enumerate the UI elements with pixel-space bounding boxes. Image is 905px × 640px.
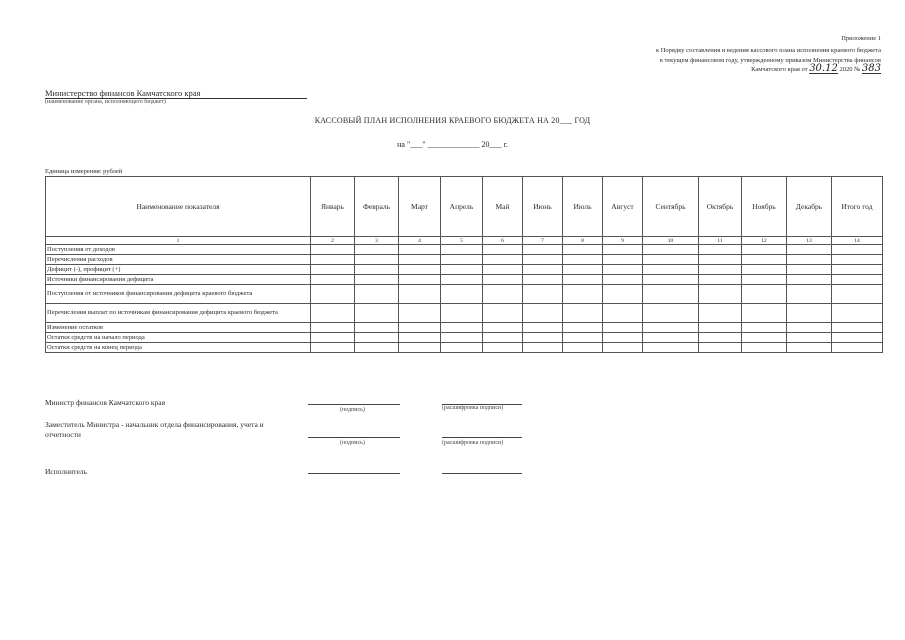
value-cell xyxy=(563,255,603,265)
value-cell xyxy=(441,343,483,353)
value-cell xyxy=(699,304,742,323)
column-number: 2 xyxy=(311,237,355,245)
row-label: Дефицит (-), профицит (+) xyxy=(46,265,311,275)
value-cell xyxy=(699,255,742,265)
value-cell xyxy=(832,255,883,265)
value-cell xyxy=(311,275,355,285)
value-cell xyxy=(523,333,563,343)
value-cell xyxy=(311,265,355,275)
value-cell xyxy=(441,304,483,323)
column-number: 3 xyxy=(355,237,399,245)
header-february: Февраль xyxy=(355,177,399,237)
value-cell xyxy=(441,245,483,255)
value-cell xyxy=(787,285,832,304)
signature-line xyxy=(308,437,400,438)
value-cell xyxy=(311,255,355,265)
signature-caption: (подпись) xyxy=(340,407,365,413)
table-row xyxy=(46,265,883,275)
column-number: 5 xyxy=(441,237,483,245)
value-cell xyxy=(399,304,441,323)
signature-caption: (подпись) xyxy=(340,440,365,446)
value-cell xyxy=(603,285,643,304)
value-cell xyxy=(832,275,883,285)
value-cell xyxy=(643,285,699,304)
value-cell xyxy=(311,343,355,353)
value-cell xyxy=(699,285,742,304)
value-cell xyxy=(699,343,742,353)
value-cell xyxy=(563,285,603,304)
value-cell xyxy=(483,285,523,304)
value-cell xyxy=(399,333,441,343)
value-cell xyxy=(399,275,441,285)
value-cell xyxy=(603,255,643,265)
value-cell xyxy=(787,245,832,255)
value-cell xyxy=(742,304,787,323)
value-cell xyxy=(523,285,563,304)
value-cell xyxy=(832,343,883,353)
table-row xyxy=(46,323,883,333)
value-cell xyxy=(832,304,883,323)
value-cell xyxy=(787,304,832,323)
row-label: Перечисления выплат по источникам финансирования дефицита краевого бюджета xyxy=(46,304,311,323)
signature-position-executor: Исполнитель xyxy=(45,467,87,476)
value-cell xyxy=(699,333,742,343)
value-cell xyxy=(742,285,787,304)
appendix-line-2: в текущем финансовом году, утвержденному приказом Министерства финансов xyxy=(659,57,881,64)
appendix-line-3-prefix: Камчатского края от xyxy=(751,66,808,73)
value-cell xyxy=(483,255,523,265)
value-cell xyxy=(643,255,699,265)
value-cell xyxy=(483,245,523,255)
value-cell xyxy=(832,333,883,343)
header-row xyxy=(46,177,883,237)
header-indicator: Наименование показателя xyxy=(46,177,311,237)
appendix-line-3 xyxy=(751,64,881,74)
table-row xyxy=(46,275,883,285)
value-cell xyxy=(523,304,563,323)
value-cell xyxy=(643,343,699,353)
value-cell xyxy=(441,333,483,343)
value-cell xyxy=(742,343,787,353)
value-cell xyxy=(742,245,787,255)
ministry-caption: (наименование органа, исполняющего бюджет) xyxy=(45,99,166,105)
column-number: 6 xyxy=(483,237,523,245)
value-cell xyxy=(483,265,523,275)
value-cell xyxy=(742,323,787,333)
value-cell xyxy=(787,265,832,275)
header-december: Декабрь xyxy=(787,177,832,237)
value-cell xyxy=(399,265,441,275)
header-january: Январь xyxy=(311,177,355,237)
signature-decoding-line xyxy=(442,437,522,438)
value-cell xyxy=(742,333,787,343)
value-cell xyxy=(643,333,699,343)
value-cell xyxy=(787,323,832,333)
ministry-name: Министерство финансов Камчатского края xyxy=(45,88,307,99)
value-cell xyxy=(563,333,603,343)
value-cell xyxy=(399,343,441,353)
table-row xyxy=(46,245,883,255)
appendix-title: Приложение 1 xyxy=(841,35,881,42)
order-year: 2020 № xyxy=(839,66,861,73)
table-row xyxy=(46,285,883,304)
signature-position-deputy: Заместитель Министра - начальник отдела финансирования, учета и отчетности xyxy=(45,420,264,439)
value-cell xyxy=(643,265,699,275)
value-cell xyxy=(742,265,787,275)
order-date: 30.12 xyxy=(809,63,838,74)
signature-decoding-caption: (расшифровка подписи) xyxy=(442,405,504,411)
value-cell xyxy=(643,323,699,333)
value-cell xyxy=(523,343,563,353)
value-cell xyxy=(441,323,483,333)
value-cell xyxy=(603,304,643,323)
column-number: 10 xyxy=(643,237,699,245)
signature-decoding-caption: (расшифровка подписи) xyxy=(442,440,504,446)
table-row xyxy=(46,343,883,353)
row-label: Изменение остатков xyxy=(46,323,311,333)
value-cell xyxy=(311,323,355,333)
document-date-line: на "___" _____________ 20___ г. xyxy=(397,140,508,149)
column-number: 9 xyxy=(603,237,643,245)
row-label: Поступления от источников финансирования дефицита краевого бюджета xyxy=(46,285,311,304)
value-cell xyxy=(603,333,643,343)
value-cell xyxy=(441,265,483,275)
header-november: Ноябрь xyxy=(742,177,787,237)
value-cell xyxy=(603,343,643,353)
header-june: Июнь xyxy=(523,177,563,237)
header-september: Сентябрь xyxy=(643,177,699,237)
column-number: 11 xyxy=(699,237,742,245)
value-cell xyxy=(399,323,441,333)
header-may: Май xyxy=(483,177,523,237)
value-cell xyxy=(563,245,603,255)
row-label: Поступления от доходов xyxy=(46,245,311,255)
header-august: Август xyxy=(603,177,643,237)
value-cell xyxy=(441,275,483,285)
row-label: Перечисления расходов xyxy=(46,255,311,265)
value-cell xyxy=(441,285,483,304)
column-number: 8 xyxy=(563,237,603,245)
value-cell xyxy=(311,333,355,343)
value-cell xyxy=(399,245,441,255)
column-number: 4 xyxy=(399,237,441,245)
value-cell xyxy=(563,304,603,323)
value-cell xyxy=(699,323,742,333)
table-row xyxy=(46,255,883,265)
value-cell xyxy=(699,245,742,255)
value-cell xyxy=(399,285,441,304)
value-cell xyxy=(787,275,832,285)
header-march: Март xyxy=(399,177,441,237)
value-cell xyxy=(603,265,643,275)
value-cell xyxy=(355,275,399,285)
value-cell xyxy=(355,333,399,343)
value-cell xyxy=(523,265,563,275)
value-cell xyxy=(643,275,699,285)
value-cell xyxy=(355,285,399,304)
value-cell xyxy=(311,245,355,255)
header-april: Апрель xyxy=(441,177,483,237)
signature-decoding-line xyxy=(442,473,522,474)
value-cell xyxy=(699,275,742,285)
value-cell xyxy=(311,285,355,304)
value-cell xyxy=(355,245,399,255)
column-number-row xyxy=(46,237,883,245)
column-number: 14 xyxy=(832,237,883,245)
column-number: 12 xyxy=(742,237,787,245)
row-label: Остатки средств на начало периода xyxy=(46,333,311,343)
value-cell xyxy=(441,255,483,265)
value-cell xyxy=(699,265,742,275)
table-row xyxy=(46,333,883,343)
document-title: КАССОВЫЙ ПЛАН ИСПОЛНЕНИЯ КРАЕВОГО БЮДЖЕТА НА 20___ ГОД xyxy=(314,116,591,125)
value-cell xyxy=(523,255,563,265)
column-number: 13 xyxy=(787,237,832,245)
value-cell xyxy=(523,245,563,255)
appendix-line-1: к Порядку составления и ведения кассового плана исполнения краевого бюджета xyxy=(655,47,881,54)
table-row xyxy=(46,304,883,323)
value-cell xyxy=(523,275,563,285)
value-cell xyxy=(832,265,883,275)
value-cell xyxy=(355,265,399,275)
value-cell xyxy=(563,343,603,353)
value-cell xyxy=(483,275,523,285)
value-cell xyxy=(832,245,883,255)
value-cell xyxy=(563,275,603,285)
value-cell xyxy=(483,323,523,333)
value-cell xyxy=(563,265,603,275)
value-cell xyxy=(603,275,643,285)
header-july: Июль xyxy=(563,177,603,237)
value-cell xyxy=(355,255,399,265)
order-number: 383 xyxy=(861,63,881,74)
value-cell xyxy=(643,245,699,255)
value-cell xyxy=(483,333,523,343)
value-cell xyxy=(355,323,399,333)
units-label: Единица измерения: рублей xyxy=(45,168,123,175)
column-number: 1 xyxy=(46,237,311,245)
cash-plan-table xyxy=(45,176,883,353)
column-number: 7 xyxy=(523,237,563,245)
signature-position-minister: Министр финансов Камчатского края xyxy=(45,398,166,407)
value-cell xyxy=(742,275,787,285)
value-cell xyxy=(787,255,832,265)
signature-line xyxy=(308,473,400,474)
row-label: Остатки средств на конец периода xyxy=(46,343,311,353)
value-cell xyxy=(483,304,523,323)
header-october: Октябрь xyxy=(699,177,742,237)
value-cell xyxy=(399,255,441,265)
value-cell xyxy=(483,343,523,353)
value-cell xyxy=(787,333,832,343)
value-cell xyxy=(787,343,832,353)
value-cell xyxy=(311,304,355,323)
value-cell xyxy=(355,304,399,323)
row-label: Источники финансирования дефицита xyxy=(46,275,311,285)
value-cell xyxy=(603,245,643,255)
value-cell xyxy=(355,343,399,353)
header-total-year: Итого год xyxy=(832,177,883,237)
value-cell xyxy=(563,323,603,333)
value-cell xyxy=(643,304,699,323)
table-body xyxy=(46,245,883,353)
value-cell xyxy=(832,285,883,304)
signature-line xyxy=(308,404,400,405)
value-cell xyxy=(742,255,787,265)
value-cell xyxy=(832,323,883,333)
value-cell xyxy=(523,323,563,333)
value-cell xyxy=(603,323,643,333)
